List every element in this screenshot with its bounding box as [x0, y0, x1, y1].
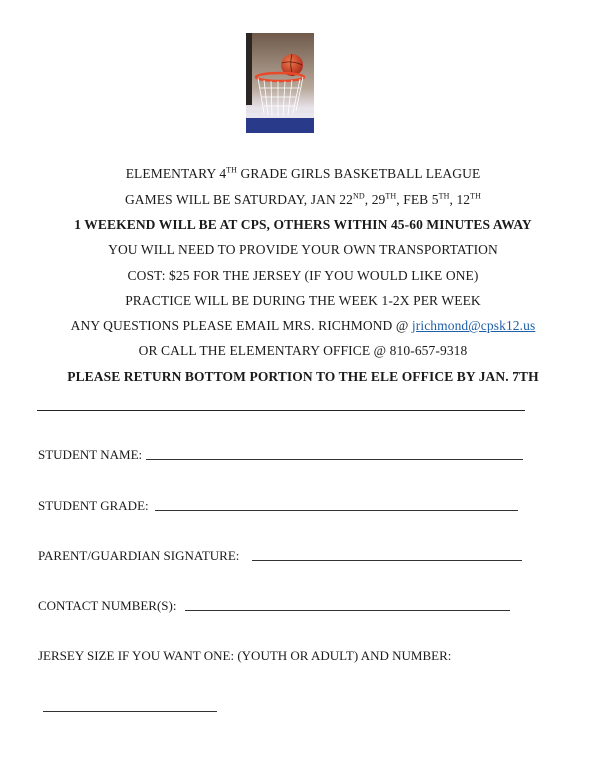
basketball-hoop-icon	[246, 33, 314, 133]
cost-note: COST: $25 FOR THE JERSEY (IF YOU WOULD LIKE ONE)	[127, 268, 479, 283]
email-link[interactable]: jrichmond@cpsk12.us	[411, 318, 536, 333]
transportation-note: YOU WILL NEED TO PROVIDE YOUR OWN TRANSPORTATION	[108, 242, 498, 257]
phone-note: OR CALL THE ELEMENTARY OFFICE @ 810-657-9318	[138, 343, 468, 358]
parent-signature-label: PARENT/GUARDIAN SIGNATURE:	[38, 548, 240, 563]
jersey-size-label: JERSEY SIZE IF YOU WANT ONE: (YOUTH OR ADULT) AND NUMBER:	[38, 648, 452, 663]
student-name-field[interactable]	[146, 459, 523, 460]
practice-note: PRACTICE WILL BE DURING THE WEEK 1-2X PER WEEK	[125, 293, 481, 308]
cut-line-divider	[37, 410, 525, 411]
questions-note: ANY QUESTIONS PLEASE EMAIL MRS. RICHMOND @ jrichmond@cpsk12.us	[70, 318, 536, 333]
game-dates: GAMES WILL BE SATURDAY, JAN 22ND, 29TH, FEB 5TH, 12TH	[124, 191, 482, 207]
contact-number-field[interactable]	[185, 610, 510, 611]
student-grade-label: STUDENT GRADE:	[38, 498, 149, 513]
jersey-size-field[interactable]	[43, 711, 217, 712]
parent-signature-field[interactable]	[252, 560, 522, 561]
contact-number-label: CONTACT NUMBER(S):	[38, 598, 177, 613]
return-note: PLEASE RETURN BOTTOM PORTION TO THE ELE OFFICE BY JAN. 7TH	[67, 369, 539, 384]
location-note: 1 WEEKEND WILL BE AT CPS, OTHERS WITHIN 45-60 MINUTES AWAY	[74, 217, 532, 232]
student-grade-field[interactable]	[155, 510, 518, 511]
league-title: ELEMENTARY 4TH GRADE GIRLS BASKETBALL LEAGUE	[125, 165, 481, 181]
student-name-label: STUDENT NAME:	[38, 447, 143, 462]
